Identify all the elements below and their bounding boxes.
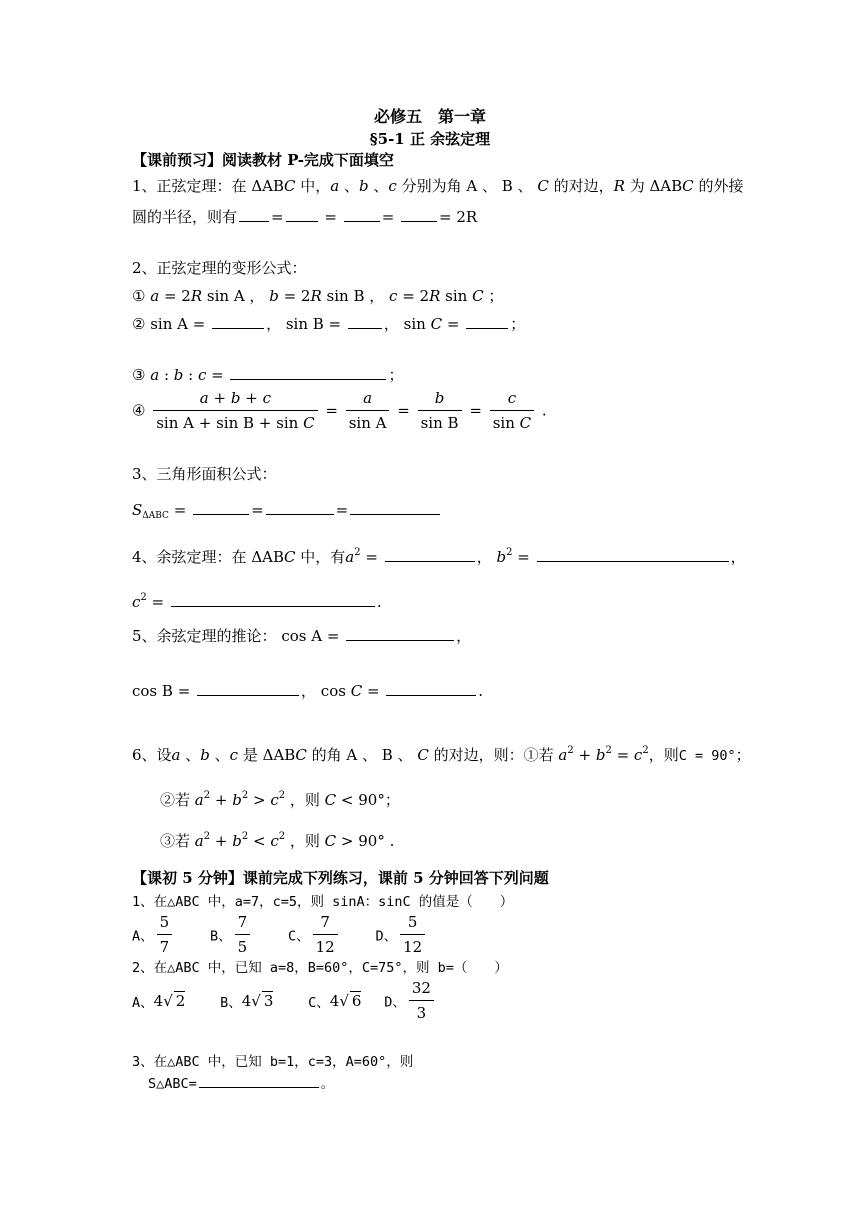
option-c[interactable]: C、 $\frac{7}{12}$: [288, 912, 341, 957]
blank[interactable]: [466, 314, 508, 329]
item-1-line-1: 1、正弦定理：在 ΔABC 中，a 、b 、c 分别为角 A 、 B 、 C 的对边，R 为 ΔABC 的外接: [132, 177, 744, 195]
blank[interactable]: [401, 207, 437, 222]
item-4-line-2: $c^2$ = .: [132, 592, 382, 611]
item-5-line-1: 5、余弦定理的推论： cos A = ，: [132, 627, 472, 645]
option-d[interactable]: D、 $\frac{5}{12}$: [375, 912, 428, 957]
blank[interactable]: [346, 626, 454, 641]
page-title: 必修五 第一章: [373, 107, 486, 126]
question-3-answer: S△ABC= 。: [148, 1073, 334, 1094]
item-2-formula-4: ④ $\frac{a + b + c}{\text{sin A + sin B + sin C}}$ = $\frac{a}{\text{sin A}}$ = $\frac{b}{\text{sin B}}$ = $\frac{c}{\text{sin C}}$ .: [132, 389, 547, 432]
option-a[interactable]: A、4√ 2: [132, 992, 186, 1011]
question-2-options: [132, 978, 467, 1023]
preview-instruction: 阅读教材 P-完成下面填空: [222, 151, 394, 169]
item-3-formula: $S_{\Delta ABC}$ = = =: [132, 500, 442, 520]
item-4-line-1: 4、余弦定理：在 ΔABC 中，有$a^2$ = ， $b^2$ = ，: [132, 547, 746, 566]
blank[interactable]: [537, 547, 729, 562]
blank[interactable]: [171, 592, 375, 607]
item-5-line-2: cos B = ， cos C = .: [132, 682, 484, 700]
blank[interactable]: [266, 500, 334, 515]
question-3: 3、在△ABC 中，已知 b=1，c=3，A=60°，则: [132, 1054, 414, 1070]
blank[interactable]: [212, 314, 264, 329]
blank[interactable]: [350, 500, 440, 515]
blank[interactable]: [386, 681, 476, 696]
option-b[interactable]: B、4√ 3: [220, 992, 274, 1011]
item-2-formula-2: ② sin A = ， sin B = ， sin C = ；: [132, 315, 526, 333]
option-a[interactable]: A、 $\frac{5}{7}$: [132, 912, 175, 957]
blank[interactable]: [239, 207, 269, 222]
blank[interactable]: [344, 207, 380, 222]
option-d[interactable]: D、 $\frac{32}{3}$: [384, 978, 437, 1023]
item-3-title: 3、三角形面积公式：: [132, 465, 277, 483]
blank[interactable]: [199, 1073, 319, 1088]
warmup-instruction: 课前完成下列练习，课前 5 分钟回答下列问题: [242, 869, 549, 887]
question-1: 1、在△ABC 中，a=7，c=5，则 sinA：sinC 的值是（ ）: [132, 894, 514, 910]
blank[interactable]: [385, 547, 475, 562]
item-6-line-1: 6、设a 、b 、c 是 ΔABC 的角 A 、 B 、 C 的对边，则：①若 $a^2 + b^2 = c^2$，则C = 90°；: [132, 745, 751, 764]
blank[interactable]: [197, 681, 299, 696]
warmup-label: 【课初 5 分钟】: [132, 869, 243, 887]
item-6-line-3: ③若 $a^2 + b^2 < c^2$ ，则 C > 90° .: [160, 831, 395, 850]
item-2-formula-3: ③ a : b : c = ；: [132, 366, 404, 384]
question-2: 2、在△ABC 中，已知 a=8，B=60°，C=75°，则 b=（ ）: [132, 960, 508, 976]
warmup-heading: [132, 868, 549, 888]
preview-heading: [132, 150, 394, 170]
blank[interactable]: [286, 207, 318, 222]
item-2-title: 2、正弦定理的变形公式：: [132, 259, 307, 277]
blank[interactable]: [348, 314, 382, 329]
option-b[interactable]: B、 $\frac{7}{5}$: [210, 912, 253, 957]
item-1-line-2: 圆的半径，则有 = = = = 2R: [132, 208, 478, 226]
page-subtitle: §5-1 正 余弦定理: [369, 130, 491, 148]
item-6-line-2: ②若 $a^2 + b^2 > c^2$ ，则 C < 90°；: [160, 790, 400, 809]
option-c[interactable]: C、4√ 6: [308, 992, 362, 1011]
preview-label: 【课前预习】: [132, 151, 223, 169]
blank[interactable]: [230, 365, 386, 380]
question-1-options: [132, 912, 458, 957]
item-2-formula-1: ① a = 2R sin A ， b = 2R sin B ， c = 2R sin C ；: [132, 287, 504, 305]
blank[interactable]: [193, 500, 249, 515]
